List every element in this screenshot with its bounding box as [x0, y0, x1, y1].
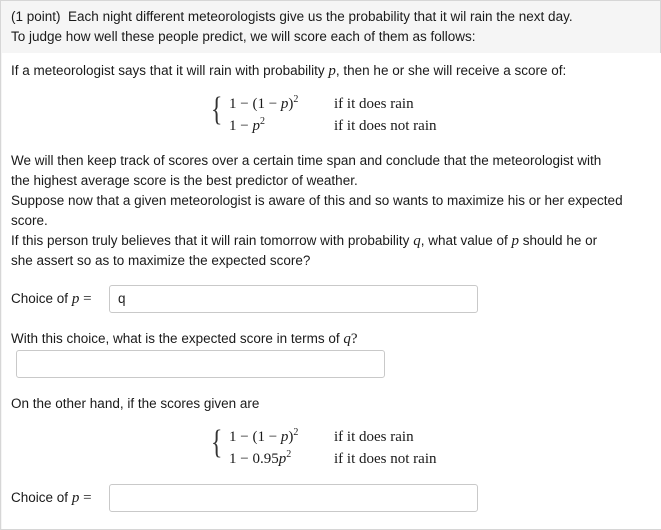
body-line1: We will then keep track of scores over a certain time span and conclude that the meteorologist with — [11, 153, 602, 168]
formula1-norain-expr: $1 - p^2$ — [229, 116, 265, 134]
left-brace: { — [211, 91, 223, 128]
body-line3: Suppose now that a given meteorologist is aware of this and so wants to maximize his or her expected — [11, 193, 623, 208]
formula2-rain-cond: if it does rain — [334, 429, 414, 445]
points-label: (1 point) — [11, 9, 61, 24]
q3-label: Choice of p = — [11, 490, 92, 506]
formula2-rain-expr: $1 - (1 - p)^2$ — [229, 427, 299, 445]
formula1-rain-cond: if it does rain — [334, 96, 414, 112]
answer-input-choice-p[interactable]: q — [109, 285, 478, 313]
intro-text-1: Each night different meteorologists give us the probability that it wil rain the next day. — [68, 9, 573, 24]
q1-label: Choice of p = — [11, 291, 92, 307]
body-line6: she assert so as to maximize the expected score? — [11, 253, 311, 268]
formula2-norain-cond: if it does not rain — [334, 451, 437, 467]
body-line2: the highest average score is the best predictor of weather. — [11, 173, 358, 188]
problem-intro-line2: To judge how well these people predict, we will score each of them as follows: — [11, 29, 476, 44]
q2-label: With this choice, what is the expected score in terms of q? — [11, 331, 358, 347]
body-line5: If this person truly believes that it will rain tomorrow with probability q, what value of p should he or — [11, 233, 598, 249]
answer-input-choice-p-2[interactable] — [109, 484, 478, 512]
formula1-norain-cond: if it does not rain — [334, 118, 437, 134]
var-q: q — [413, 233, 421, 249]
var-p: p — [511, 233, 520, 249]
problem-intro-line1 — [11, 7, 573, 27]
formula1-rain-expr: $1 - (1 - p)^2$ — [229, 94, 299, 112]
left-brace: { — [211, 424, 223, 461]
part2-intro: On the other hand, if the scores given are — [11, 396, 260, 411]
rule-intro: If a meteorologist says that it will rain with probability p, then he or she will receive a score of: — [11, 63, 567, 79]
answer-input-expected-score[interactable] — [16, 350, 385, 378]
formula2-norain-expr: $1 - 0.95p^2$ — [229, 449, 292, 467]
body-line4: score. — [11, 213, 48, 228]
var-p: p — [328, 63, 336, 79]
